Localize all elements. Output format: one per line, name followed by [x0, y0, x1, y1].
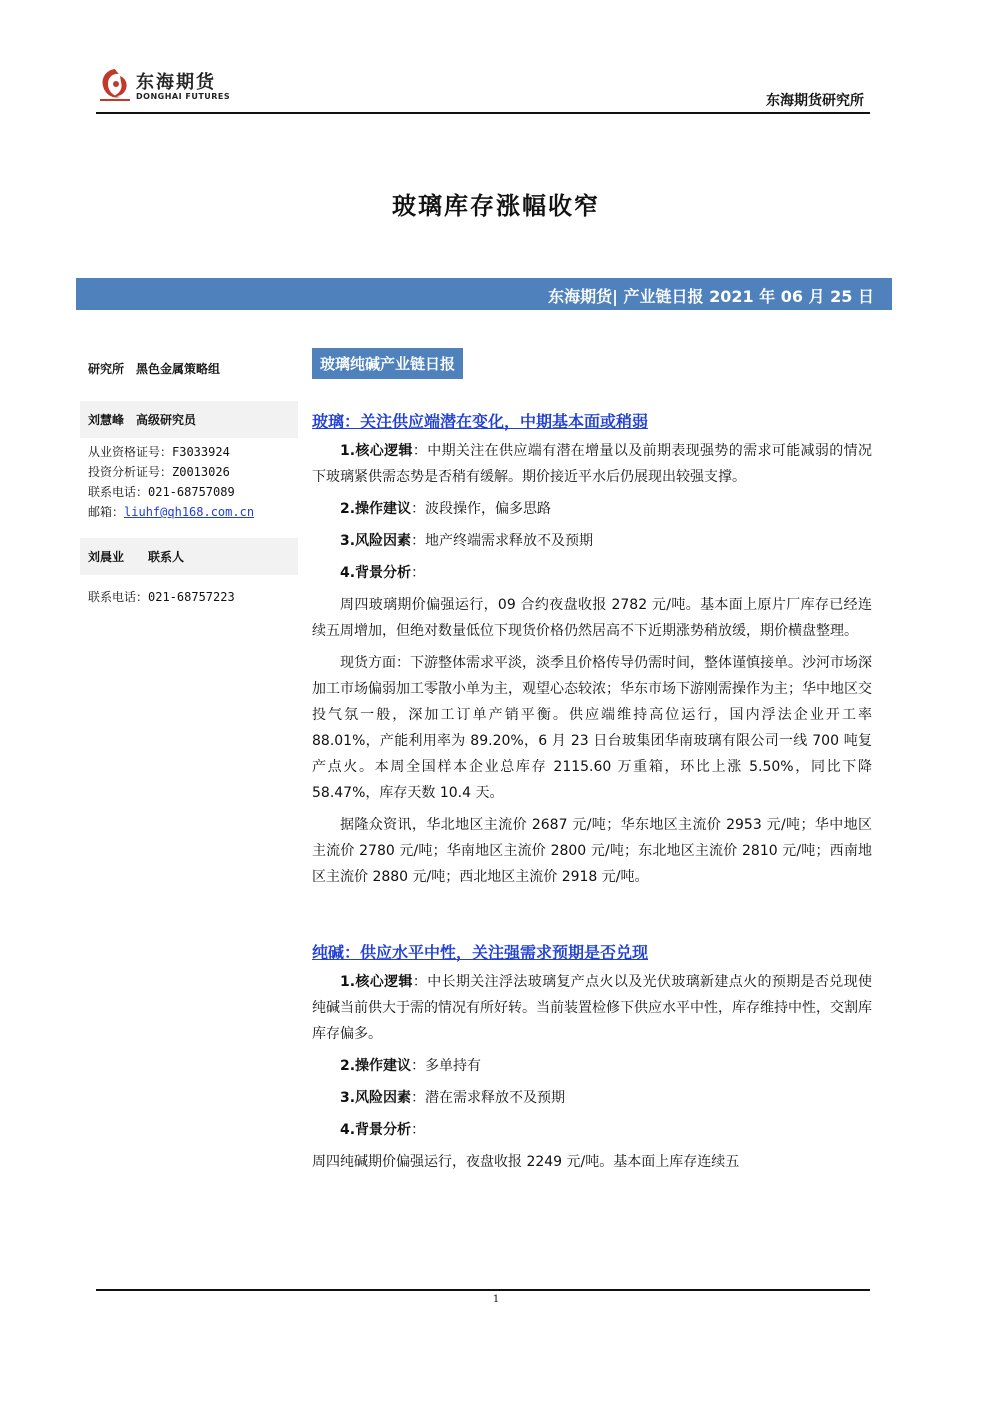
analyst-email-row: [80, 502, 298, 522]
analyst-phone: 联系电话：021-68757089: [88, 485, 235, 499]
glass-risk: 3.风险因素：地产终端需求释放不及预期: [340, 533, 594, 549]
logo-english-name: DONGHAI FUTURES: [136, 92, 231, 101]
author-sidebar: [80, 350, 298, 607]
contact-phone: 联系电话：021-68757223: [88, 590, 235, 604]
header-organization: 东海期货研究所: [766, 93, 864, 109]
soda-background-p1: 周四纯碱期价偏强运行，夜盘收报 2249 元/吨。基本面上库存连续五: [312, 1154, 740, 1170]
contact-name-role: 刘晨业 联系人: [80, 538, 298, 575]
glass-background-p3: 据隆众资讯，华北地区主流价 2687 元/吨；华东地区主流价 2953 元/吨；华中地区主流价 2780 元/吨；华南地区主流价 2800 元/吨；东北地区主流价 2810 元/吨；西南地区主流价 2880 元/吨；西北地区主流价 2918 元/吨。: [312, 817, 872, 885]
analyst-name-role: 刘慧峰 高级研究员: [80, 401, 298, 438]
report-category-tag: 玻璃纯碱产业链日报: [312, 348, 463, 379]
report-banner: [76, 278, 892, 310]
analyst-invest-cert: 投资分析证号：Z0013026: [88, 465, 230, 479]
page-number: 1: [492, 1294, 500, 1305]
glass-section-title[interactable]: 玻璃：关注供应端潜在变化，中期基本面或稍弱: [312, 412, 649, 431]
logo-chinese-name: 东海期货: [136, 72, 216, 93]
company-logo: [98, 66, 231, 106]
header-divider: [96, 112, 870, 114]
soda-core-logic: 1.核心逻辑：中长期关注浮法玻璃复产点火以及光伏玻璃新建点火的预期是否兑现使纯碱当前供大于需的情况有所好转。当前装置检修下供应水平中性，库存维持中性，交割库库存偏多。: [312, 974, 872, 1042]
glass-core-logic: 1.核心逻辑：中期关注在供应端有潜在增量以及前期表现强势的需求可能减弱的情况下玻璃紧供需态势是否稍有缓解。期价接近平水后仍展现出较强支撑。: [312, 443, 872, 485]
report-body: [312, 348, 872, 1175]
glass-background-p2: 现货方面：下游整体需求平淡，淡季且价格传导仍需时间，整体谨慎接单。沙河市场深加工市场偏弱加工零散小单为主，观望心态较浓；华东市场下游刚需操作为主；华中地区交投气氛一般，深加工订单产销平衡。供应端维持高位运行，国内浮法企业开工率 88.01%，产能利用率为 89.20%，6 月 23 日台玻集团华南玻璃有限公司一线 700 吨复产点火。本周全国样本企业总库存 2115.60 万重箱，环比上涨 5.50%，同比下降 58.47%，库存天数 10.4 天。: [312, 655, 872, 801]
glass-background-heading: 4.背景分析：: [340, 565, 426, 581]
analyst-email-link[interactable]: liuhf@qh168.com.cn: [124, 505, 255, 519]
soda-advice: 2.操作建议：多单持有: [340, 1058, 482, 1074]
department-label: 研究所 黑色金属策略组: [88, 362, 221, 376]
email-label: 邮箱：: [88, 505, 125, 519]
report-banner-text: 东海期货| 产业链日报 2021 年 06 月 25 日: [548, 287, 874, 306]
soda-background-heading: 4.背景分析：: [340, 1122, 426, 1138]
soda-section-title[interactable]: 纯碱：供应水平中性，关注强需求预期是否兑现: [312, 943, 649, 962]
footer-divider: [96, 1289, 870, 1291]
dragon-logo-icon: [98, 66, 132, 104]
soda-risk: 3.风险因素：潜在需求释放不及预期: [340, 1090, 566, 1106]
glass-advice: 2.操作建议：波段操作，偏多思路: [340, 501, 552, 517]
analyst-qualification: 从业资格证号：F3033924: [88, 445, 230, 459]
glass-background-p1: 周四玻璃期价偏强运行，09 合约夜盘收报 2782 元/吨。基本面上原片厂库存已经连续五周增加，但绝对数量低位下现货价格仍然居高不下近期涨势稍放缓，期价横盘整理。: [312, 597, 872, 639]
page-title: 玻璃库存涨幅收窄: [392, 191, 600, 220]
